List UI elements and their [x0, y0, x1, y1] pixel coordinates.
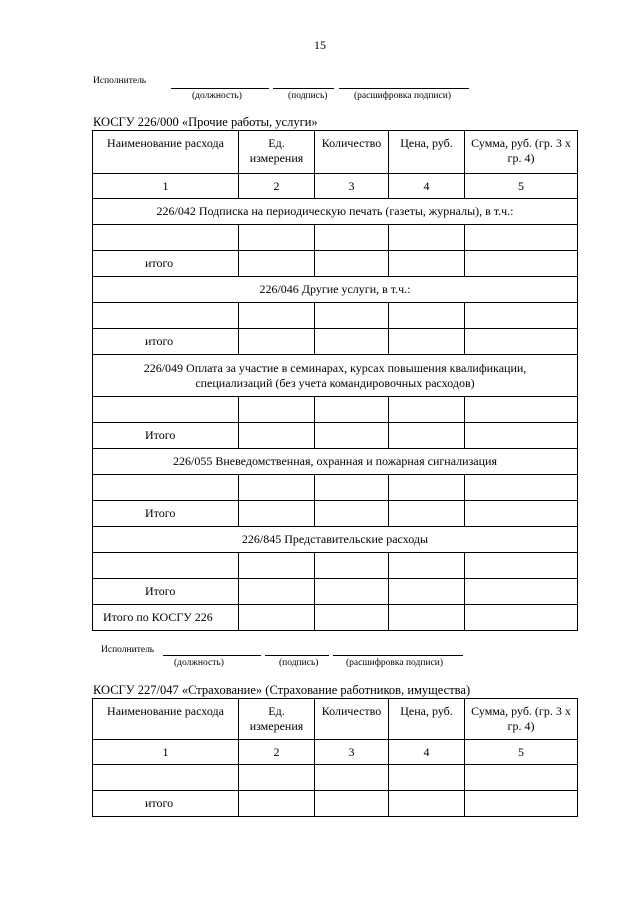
- name-line: [339, 88, 469, 89]
- header-cell: Ед. измерения: [239, 131, 315, 174]
- table-cell[interactable]: [465, 765, 578, 791]
- table-cell[interactable]: [315, 501, 389, 527]
- table-cell[interactable]: [465, 475, 578, 501]
- table-cell[interactable]: [239, 397, 315, 423]
- header-cell: Наименование расхода: [93, 131, 239, 174]
- total-row: [93, 579, 578, 605]
- table-cell[interactable]: [315, 579, 389, 605]
- table-cell[interactable]: [389, 791, 465, 817]
- group-heading-row: [93, 527, 578, 553]
- table-cell[interactable]: [239, 303, 315, 329]
- table-cell[interactable]: [315, 225, 389, 251]
- table-cell[interactable]: [239, 579, 315, 605]
- group-heading-row: [93, 355, 578, 397]
- table-cell[interactable]: [93, 765, 239, 791]
- group-heading: 226/046 Другие услуги, в т.ч.:: [93, 277, 578, 303]
- table-cell[interactable]: [465, 501, 578, 527]
- table-cell[interactable]: [465, 329, 578, 355]
- header-cell: Цена, руб.: [389, 699, 465, 740]
- name-line: [333, 655, 463, 656]
- table-cell[interactable]: [315, 605, 389, 631]
- table-cell[interactable]: [389, 579, 465, 605]
- table-cell[interactable]: [389, 303, 465, 329]
- column-number: 4: [389, 174, 465, 199]
- group-heading-row: [93, 277, 578, 303]
- expense-table: [92, 130, 578, 631]
- table-cell[interactable]: [389, 423, 465, 449]
- grand-total-row: [93, 605, 578, 631]
- column-number: 1: [93, 174, 239, 199]
- table-cell[interactable]: [389, 605, 465, 631]
- insurance-table: [92, 698, 578, 817]
- header-cell: Количество: [315, 699, 389, 740]
- group-heading-row: [93, 199, 578, 225]
- table-cell[interactable]: [465, 251, 578, 277]
- table-cell[interactable]: [315, 475, 389, 501]
- group-heading-row: [93, 449, 578, 475]
- total-label: Итого: [93, 501, 239, 527]
- table-cell[interactable]: [93, 553, 239, 579]
- header-cell: Наименование расхода: [93, 699, 239, 740]
- table-cell[interactable]: [465, 397, 578, 423]
- group-heading: 226/845 Представительские расходы: [93, 527, 578, 553]
- table-cell[interactable]: [465, 791, 578, 817]
- table-cell[interactable]: [315, 329, 389, 355]
- table-cell[interactable]: [389, 501, 465, 527]
- table-cell[interactable]: [239, 553, 315, 579]
- header-cell: Цена, руб.: [389, 131, 465, 174]
- table-cell[interactable]: [315, 791, 389, 817]
- table-cell[interactable]: [465, 303, 578, 329]
- header-row: [93, 699, 578, 740]
- table-cell[interactable]: [315, 251, 389, 277]
- table-cell[interactable]: [465, 225, 578, 251]
- total-row: [93, 501, 578, 527]
- total-label: итого: [93, 329, 239, 355]
- page-number: 15: [314, 38, 326, 52]
- table-cell[interactable]: [239, 251, 315, 277]
- signature-caption: (подпись): [279, 658, 319, 668]
- table-cell[interactable]: [239, 605, 315, 631]
- name-caption: (расшифровка подписи): [354, 91, 451, 101]
- position-line: [171, 88, 269, 89]
- total-label: итого: [93, 791, 239, 817]
- column-number-row: [93, 740, 578, 765]
- table-cell[interactable]: [389, 329, 465, 355]
- grand-total-label: Итого по КОСГУ 226: [93, 605, 239, 631]
- table-cell[interactable]: [465, 605, 578, 631]
- table-row: [93, 553, 578, 579]
- table-cell[interactable]: [315, 423, 389, 449]
- table-cell[interactable]: [239, 501, 315, 527]
- table-cell[interactable]: [315, 553, 389, 579]
- column-number-row: [93, 174, 578, 199]
- position-caption: (должность): [192, 91, 242, 101]
- header-cell: Сумма, руб. (гр. 3 х гр. 4): [465, 699, 578, 740]
- position-caption: (должность): [174, 658, 224, 668]
- signature-label: Исполнитель: [93, 76, 147, 86]
- header-cell: Ед. измерения: [239, 699, 315, 740]
- signature-caption: (подпись): [288, 91, 328, 101]
- table-cell[interactable]: [239, 329, 315, 355]
- table-cell[interactable]: [93, 397, 239, 423]
- column-number: 5: [465, 174, 578, 199]
- total-row: [93, 423, 578, 449]
- column-number: 4: [389, 740, 465, 765]
- total-label: Итого: [93, 423, 239, 449]
- header-row: [93, 131, 578, 174]
- table-cell[interactable]: [315, 303, 389, 329]
- table-row: [93, 303, 578, 329]
- table-row: [93, 475, 578, 501]
- table-cell[interactable]: [465, 579, 578, 605]
- total-row: [93, 329, 578, 355]
- table-cell[interactable]: [389, 397, 465, 423]
- table-cell[interactable]: [315, 397, 389, 423]
- table-cell[interactable]: [465, 553, 578, 579]
- table-cell[interactable]: [239, 225, 315, 251]
- group-heading: 226/055 Вневедомственная, охранная и пожарная сигнализация: [93, 449, 578, 475]
- section-title: КОСГУ 226/000 «Прочие работы, услуги»: [93, 115, 318, 129]
- table-cell[interactable]: [389, 225, 465, 251]
- signature-line: [273, 88, 334, 89]
- table-cell[interactable]: [93, 475, 239, 501]
- column-number: 2: [239, 174, 315, 199]
- table-cell[interactable]: [465, 423, 578, 449]
- total-label: Итого: [93, 579, 239, 605]
- table-cell[interactable]: [315, 765, 389, 791]
- table-cell[interactable]: [389, 765, 465, 791]
- header-cell: Количество: [315, 131, 389, 174]
- column-number: 5: [465, 740, 578, 765]
- column-number: 1: [93, 740, 239, 765]
- header-cell: Сумма, руб. (гр. 3 х гр. 4): [465, 131, 578, 174]
- column-number: 3: [315, 174, 389, 199]
- name-caption: (расшифровка подписи): [346, 658, 443, 668]
- table-cell[interactable]: [239, 475, 315, 501]
- total-row: [93, 791, 578, 817]
- section-title: КОСГУ 227/047 «Страхование» (Страхование работников, имущества): [93, 683, 471, 697]
- table-cell[interactable]: [239, 765, 315, 791]
- table-cell[interactable]: [239, 791, 315, 817]
- total-row: [93, 251, 578, 277]
- column-number: 3: [315, 740, 389, 765]
- column-number: 2: [239, 740, 315, 765]
- group-heading: 226/049 Оплата за участие в семинарах, курсах повышения квалификации, специализаций (без учета командировочных расходов): [93, 355, 578, 397]
- position-line: [163, 655, 261, 656]
- table-cell[interactable]: [389, 475, 465, 501]
- group-heading: 226/042 Подписка на периодическую печать (газеты, журналы), в т.ч.:: [93, 199, 578, 225]
- total-label: итого: [93, 251, 239, 277]
- table-row: [93, 765, 578, 791]
- table-cell[interactable]: [93, 303, 239, 329]
- table-row: [93, 397, 578, 423]
- table-row: [93, 225, 578, 251]
- table-cell[interactable]: [239, 423, 315, 449]
- signature-label: Исполнитель: [101, 645, 155, 655]
- signature-line: [265, 655, 329, 656]
- table-cell[interactable]: [93, 225, 239, 251]
- table-cell[interactable]: [389, 251, 465, 277]
- table-cell[interactable]: [389, 553, 465, 579]
